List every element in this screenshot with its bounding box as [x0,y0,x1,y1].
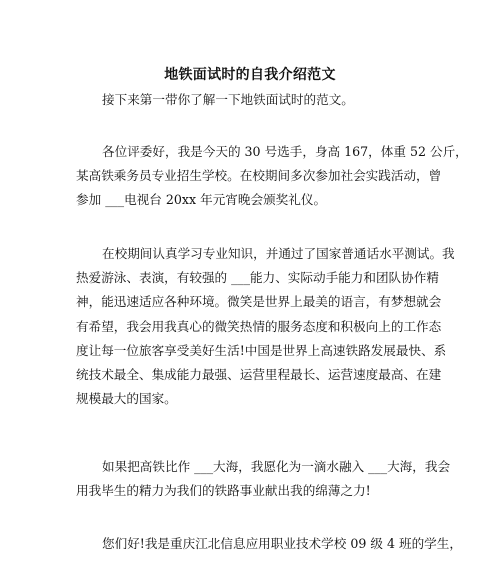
paragraph-line [76,455,451,479]
paragraph-line [76,479,436,503]
line-text: 神，能迅速适应各种环境。微笑是世界上最美的语言，有梦想就会 [76,294,442,310]
paragraph-self-intro [76,140,468,213]
paragraph-study [76,242,455,411]
line-text: 您们好!我是重庆江北信息应用职业技术学校 09 级 4 班的学生， [102,536,462,551]
bottom-fade [0,552,500,566]
paragraph-line [76,266,439,290]
line-text: 在校期间认真学习专业知识，并通过了国家普通话水平测试。我 [102,246,455,261]
intro-paragraph [76,88,436,112]
line-text: 各位评委好，我是今天的 30 号选手，身高 167，体重 52 公斤， [102,144,468,159]
paragraph-line [76,242,455,266]
paragraph-line [76,315,442,339]
line-text: 如果把高铁比作 ___大海，我愿化为一滴水融入 ___大海，我会 [102,459,451,474]
line-text: 规模最大的国家。 [76,391,177,407]
paragraph-line [76,290,442,314]
line-text: 用我毕生的精力为我们的铁路事业献出我的绵薄之力! [76,483,371,499]
line-text: 某高铁乘务员专业招生学校。在校期间多次参加社会实践活动，曾 [76,168,442,184]
paragraph-line [76,387,436,411]
line-text: 度让每一位旅客享受美好生活!中国是世界上高速铁路发展最快、系 [76,342,447,358]
paragraph-metaphor [76,455,451,503]
paragraph-line [76,339,447,363]
line-text: 统技术最全、集成能力最强、运营里程最长、运营速度最高、在建 [76,367,442,383]
line-text: 有希望，我会用我真心的微笑热情的服务态度和积极向上的工作态 [76,318,442,334]
paragraph-line [76,140,468,164]
paragraph-line [76,164,442,188]
line-text: 参加 ___电视台 20xx 年元宵晚会颁奖礼仪。 [76,192,327,208]
document-title: 地铁面试时的自我介绍范文 [164,67,336,83]
intro-line [76,88,436,112]
intro-text: 接下来第一带你了解一下地铁面试时的范文。 [102,92,354,107]
paragraph-line [76,188,436,212]
paragraph-line [76,363,442,387]
line-text: 热爱游泳、表演，有较强的 ___能力、实际动手能力和团队协作精 [76,270,439,286]
